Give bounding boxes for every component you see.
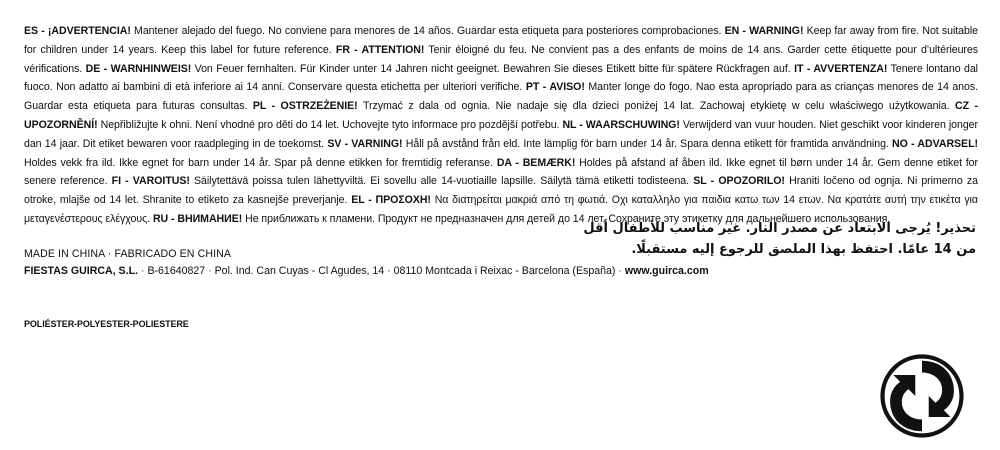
company-info [24,265,709,277]
warning-text: Tenere lontano dal fuoco. Non adatto ai bambini di età inferiore ai 14 anni. Conservare questa etichetta per ulteriori verifiche. [24,62,978,94]
warning-label: PL - OSTRZEŻENIE! [252,100,358,113]
warning-label: FI - VAROITUS! [111,175,190,188]
warning-text: Holdes vekk fra ild. Ikke egnet for barn under 14 år. Spar på denne etikken for fremtidig referanse. [24,156,497,169]
company-name: FIESTAS GUIRCA, S.L. [24,265,138,277]
arabic-warning-line-1 [576,218,976,239]
warning-label: NL - WAARSCHUWING! [562,118,680,131]
warning-label: CZ - UPOZORNĚNÍ! [24,100,978,131]
warning-text: Tenir éloigné du feu. Ne convient pas a des enfants de moins de 14 ans. Garder cette étiquette pour d’ultérieures vérifications. [24,43,978,75]
arabic-warning-label: تحذير! [935,221,976,236]
warning-label: ES - ¡ADVERTENCIA! [24,25,131,37]
warning-text: Verwijderd van vuur houden. Niet geschikt voor kinderen jonger dan 14 jaar. Dit etiket bewaren voor raadpleging in de toekomst. [24,118,978,150]
warning-label: DE - WARNHINWEIS! [85,62,192,75]
company-cif: B-61640827 [147,265,206,277]
warning-text: Не приближать к пламени. Продукт не предназначен для детей до 14 лет. Сохраните эту этикетку для дальнейшего использования. [242,212,891,225]
company-address: Pol. Ind. Can Cuyas - Cl Agudes, 14 · 08110 Montcada i Reixac - Barcelona (España) [214,265,616,277]
company-website: www.guirca.com [624,265,709,277]
arabic-warning [576,218,976,260]
warning-label: NO - ADVARSEL! [892,137,978,150]
warning-text: Mantener alejado del fuego. No conviene para menores de 14 años. Guardar esta etiqueta para posteriores comprobaciones. [130,25,725,37]
material-label: POLIÉSTER-POLYESTER-POLIESTERE [24,319,189,329]
warning-label: IT - AVVERTENZA! [794,62,888,75]
made-in-label: MADE IN CHINA · FABRICADO EN CHINA [24,248,232,260]
warning-text: Να διατηρείται μακριά από τη φωτιά. Οχι καταλληλο για παιδια κατω των 14 ετων. Να κρατάτε αυτή την ετικέτα για μεταγενέστερους ελέγχους. [24,194,978,225]
warning-text: Manter longe do fogo. Nao esta apropriado para as crianças menores de 14 anos. Guardar esta etiqueta para futuras consultas. [24,81,979,113]
arabic-warning-line-2: من 14 عامًا. احتفظ بهذا الملصق للرجوع إليه مستقبلًا. [631,242,976,257]
separator: · [140,265,148,277]
warning-label: EL - ΠΡΟΣΟΧΗ! [351,194,431,207]
warning-label: RU - ВНИМАНИЕ! [152,212,243,225]
green-dot-recycling-icon [880,354,964,438]
separator: · [208,265,215,277]
separator: · [618,265,625,277]
warning-text: Von Feuer fernhalten. Für Kinder unter 14 Jahren nicht geeignet. Bewahren Sie dieses Etikett bitte für spätere Rückfragen auf. [191,62,795,75]
warning-text: Säilytettävä poissa tulen lähettyviltä. Ei sovellu alle 14-vuotiaille lapsille. Säilytä tämä etiketti todisteena. [189,175,694,188]
warning-label: DA - BEMÆRK! [496,156,576,169]
warning-label: SL - OPOZORILO! [693,175,785,188]
warning-label: EN - WARNING! [724,25,804,37]
warning-text: Keep far away from fire. Not suitable for children under 14 years. Keep this label for future reference. [24,25,978,56]
multilingual-warning-text [24,22,978,229]
arabic-warning-text-1: يُرجى الابتعاد عن مصدر النار. غير مناسب للأطفال أقل [583,221,936,236]
warning-text: Holdes på afstand af åben ild. Ikke egnet til børn under 14 år. Gem denne etiket for senere reference. [24,156,979,188]
warning-label: FR - ATTENTION! [335,43,425,56]
warning-text: Håll på avstånd från eld. Inte lämplig för barn under 14 år. Spara denna etikett för framtida användning. [402,137,893,150]
warning-text: Nepřibližujte k ohni. Není vhodné pro děti do 14 let. Uchovejte tyto informace pro pozdější potřebu. [97,118,563,131]
warning-label: SV - VARNING! [327,137,403,150]
warning-text: Trzymać z dala od ognia. Nie nadaje się dla dzieci poniżej 14 lat. Zachowaj etykietę w celu właściwego użytkowania. [357,100,955,113]
warning-text: Hraniti ločeno od ognja. Ni primerno za otroke, mlajše od 14 let. Shranite to etiketo za kasnejše preverjanje. [24,175,979,207]
warning-label: PT - AVISO! [525,81,585,94]
